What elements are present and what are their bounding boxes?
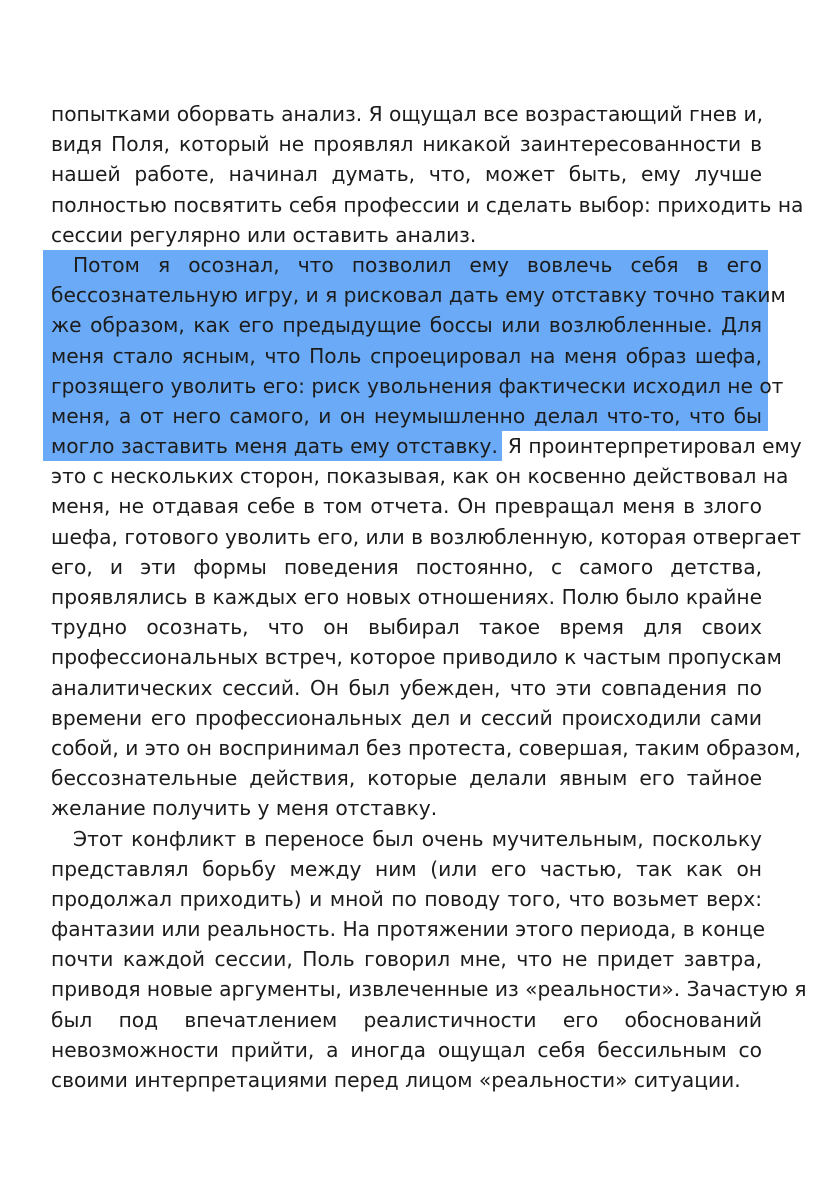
text-line: видя Поля, который не проявлял никакой заинтересованности в xyxy=(51,132,762,157)
highlighted-text-tail[interactable]: могло заставить меня дать ему отставку. xyxy=(43,431,502,461)
text-line: бессознательные действия, которые делали явным его тайное xyxy=(51,766,762,791)
text-line: полностью посвятить себя профессии и сделать выбор: приходить на xyxy=(51,192,804,217)
text-after-highlight: Я проинтерпретировал ему xyxy=(507,434,802,459)
text-line: Этот конфликт в переносе был очень мучительным, поскольку xyxy=(73,826,762,851)
text-line: невозможности прийти, а иногда ощущал себя бессильным со xyxy=(51,1037,762,1062)
text-selection-highlight[interactable] xyxy=(43,250,786,431)
highlighted-text-line: меня стало ясным, что Поль спроецировал на меня образ шефа, xyxy=(51,343,762,368)
text-line: собой, и это он воспринимал без протеста, совершая, таким образом, xyxy=(51,735,801,760)
text-line: его, и эти формы поведения постоянно, с самого детства, xyxy=(51,554,762,579)
text-line: почти каждой сессии, Поль говорил мне, что не придет завтра, xyxy=(51,947,762,972)
text-line: трудно осознать, что он выбирал такое время для своих xyxy=(51,615,762,640)
document-body xyxy=(51,99,807,1095)
highlighted-text-line: бессознательную игру, и я рисковал дать ему отставку точно таким xyxy=(51,283,786,308)
text-line: попытками оборвать анализ. Я ощущал все возрастающий гнев и, xyxy=(51,102,764,126)
highlighted-text-line: грозящего уволить его: риск увольнения фактически исходил не от xyxy=(51,373,784,398)
text-line: проявлялись в каждых его новых отношениях. Полю было крайне xyxy=(51,585,762,609)
text-line: желание получить у меня отставку. xyxy=(51,796,438,821)
text-line: меня, не отдавая себе в том отчета. Он превращал меня в злого xyxy=(51,494,762,519)
text-line: представлял борьбу между ним (или его частью, так как он xyxy=(51,856,762,881)
paragraph-1 xyxy=(51,99,804,250)
text-line: продолжал приходить) и мной по поводу того, что возьмет верх: xyxy=(51,886,762,911)
text-line: нашей работе, начинал думать, что, может быть, ему лучше xyxy=(51,162,762,187)
text-line: времени его профессиональных дел и сессий происходили сами xyxy=(51,705,762,730)
text-line: сессии регулярно или оставить анализ. xyxy=(51,222,477,247)
highlighted-text-line: меня, а от него самого, и он неумышленно делал что-то, что бы xyxy=(51,403,762,428)
text-line: был под впечатлением реалистичности его обоснований xyxy=(51,1007,762,1032)
text-line: это с нескольких сторон, показывая, как он косвенно действовал на xyxy=(51,464,789,489)
paragraph-2 xyxy=(51,250,802,824)
text-line xyxy=(51,431,802,461)
text-line: фантазии или реальность. На протяжении этого периода, в конце xyxy=(51,917,766,942)
text-line: своими интерпретациями перед лицом «реальности» ситуации. xyxy=(51,1068,741,1092)
text-line: приводя новые аргументы, извлеченные из «реальности». Зачастую я xyxy=(51,977,807,1002)
text-line: профессиональных встреч, которое приводило к частым пропускам xyxy=(51,645,782,670)
highlighted-text-line: же образом, как его предыдущие боссы или возлюбленные. Для xyxy=(51,313,762,338)
paragraph-3 xyxy=(51,824,807,1096)
text-line: аналитических сессий. Он был убежден, что эти совпадения по xyxy=(51,675,762,700)
text-line: шефа, готового уволить его, или в возлюбленную, которая отвергает xyxy=(51,524,802,549)
highlighted-text-line: Потом я осознал, что позволил ему вовлечь себя в его xyxy=(73,252,762,277)
